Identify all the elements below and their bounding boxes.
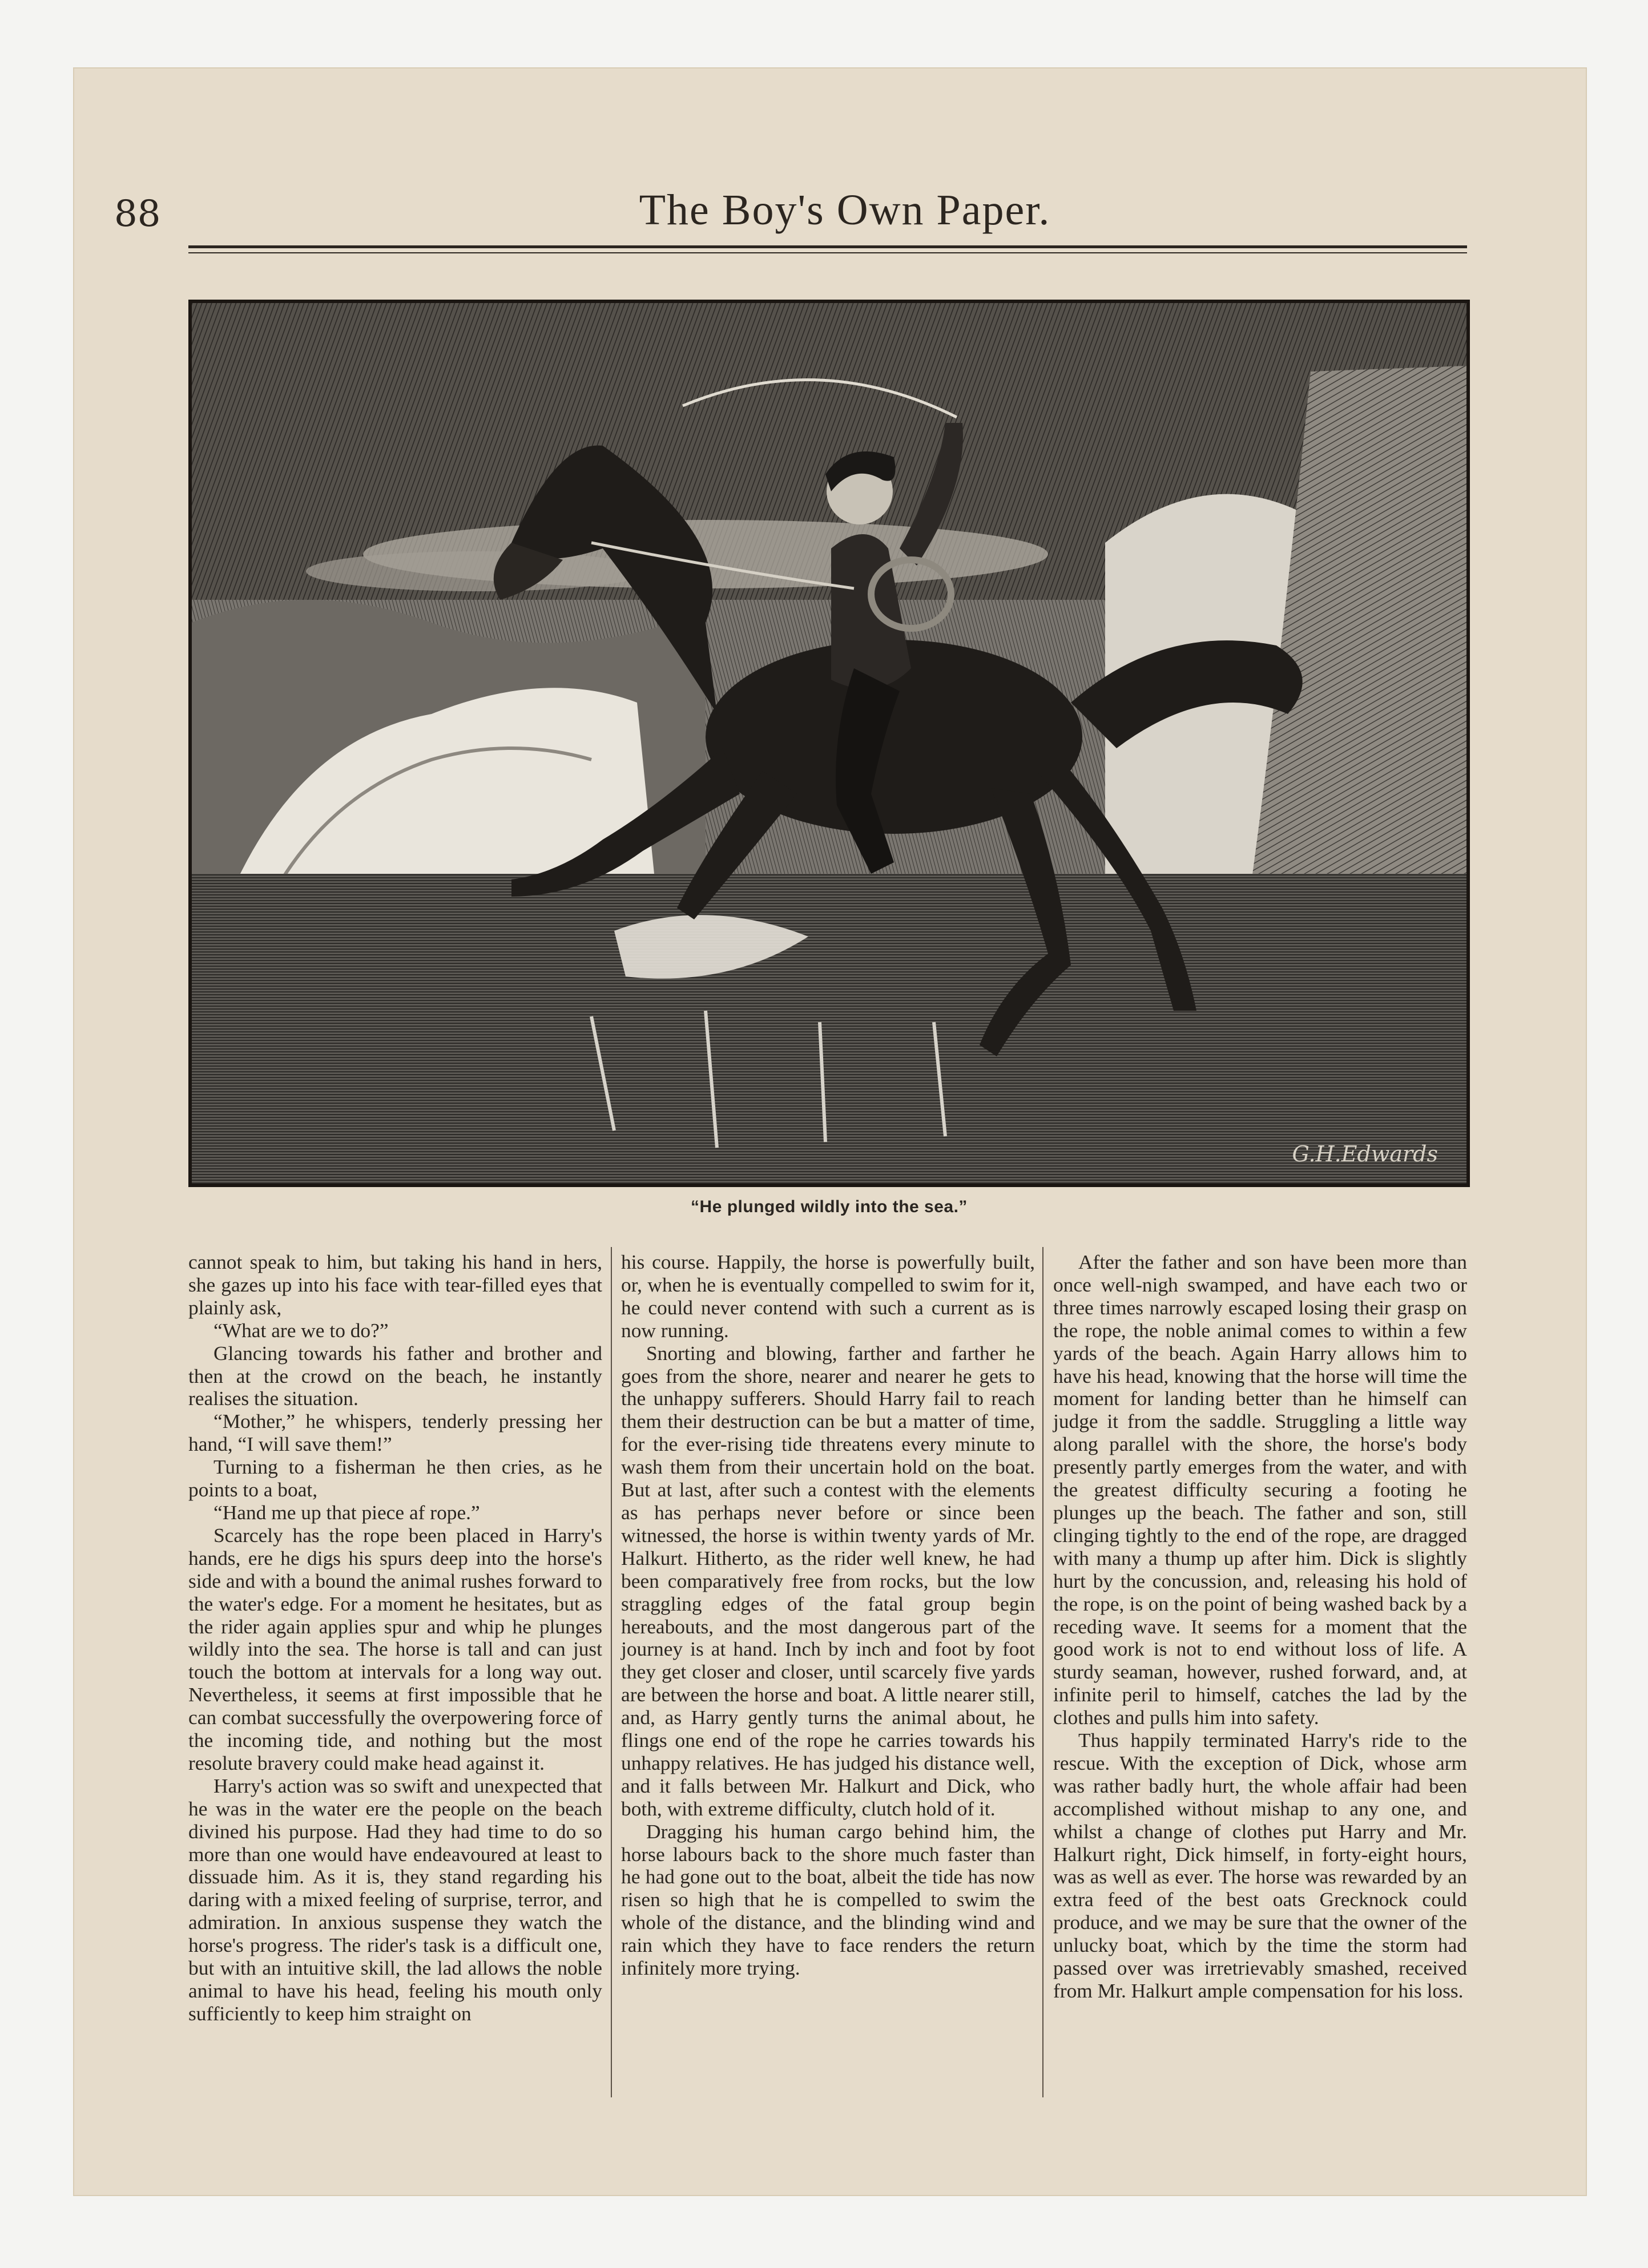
- paragraph: Glancing towards his father and brother and then at the crowd on the beach, he instantly realises the situation.: [188, 1341, 602, 1410]
- page-number: 88: [114, 193, 161, 235]
- paragraph: Thus happily terminated Harry's ride to the rescue. With the exception of Dick, whose arm was rather badly hurt, the whole affair had been accomplished without mishap to any one, and whilst a change of clothes put Harry and Mr. Halkurt right, Dick himself, in forty-eight hours, was as well as ever. The horse was rewarded by an extra feed of the best oats Grecknock could produce, and we may be sure that the owner of the unlucky boat, which by the time the storm had passed over was irretrievably smashed, received from Mr. Halkurt ample compensation for his loss.: [1053, 1729, 1467, 2002]
- paragraph: “What are we to do?”: [213, 1318, 389, 1342]
- paragraph: “Hand me up that piece af rope.”: [213, 1500, 480, 1524]
- header-rule: [188, 245, 1467, 248]
- paragraph: his course. Happily, the horse is powerfully built, or, when he is eventually compelled to swim for it, he could never contend with such a current as is now running.: [621, 1250, 1035, 1342]
- column-divider: [611, 1247, 612, 2097]
- paragraph: Harry's action was so swift and unexpected that he was in the water ere the people on the beach divined his purpose. Had they had time to do so more than one would have endeavoured at least to dissuade him. As it is, they stand regarding his daring with a mixed feeling of surprise, terror, and admiration. In anxious suspense they watch the horse's progress. The rider's task is a difficult one, but with an intuitive skill, the lad allows the noble animal to have his head, feeling his mouth only sufficiently to keep him straight on: [188, 1774, 602, 2025]
- paragraph: Scarcely has the rope been placed in Harry's hands, ere he digs his spurs deep into the horse's side and with a bound the animal rushes forward to the water's edge. For a moment he hesitates, but as the rider again applies spur and whip he plunges wildly into the sea. The horse is tall and can just touch the bottom at intervals for a long way out. Nevertheless, it seems at first impossible that he can combat successfully the overpowering force of the incoming tide, and nothing but the most resolute bravery could make head against it.: [188, 1523, 602, 1774]
- text-column-3: [1053, 1251, 1467, 2003]
- magazine-title: The Boy's Own Paper.: [639, 186, 1051, 234]
- paragraph: Snorting and blowing, farther and farther he goes from the shore, nearer and nearer he gets to the unhappy sufferers. Should Harry fail to reach them their destruction can be but a matter of time, for the ever-rising tide threatens every minute to wash them from their uncertain hold on the boat. But at last, after such a contest with the elements as has perhaps never before or since been witnessed, the horse is within twenty yards of Mr. Halkurt. Hitherto, as the rider well knew, he had been comparatively free from rocks, but the low straggling edges of the fatal group begin hereabouts, and the most dangerous part of the journey is at hand. Inch by inch and foot by foot they get closer and closer, until scarcely five yards are between the horse and boat. A little nearer still, and, as Harry gently turns the animal about, he flings one end of the rope he carries towards his unhappy relatives. He has judged his distance well, and it falls between Mr. Halkurt and Dick, who both, with extreme difficulty, clutch hold of it.: [621, 1341, 1035, 1820]
- text-column-1: [188, 1251, 602, 2025]
- paragraph: Turning to a fisherman he then cries, as he points to a boat,: [188, 1455, 602, 1502]
- paragraph: “Mother,” he whispers, tenderly pressing her hand, “I will save them!”: [188, 1410, 602, 1456]
- paragraph: Dragging his human cargo behind him, the horse labours back to the shore much faster than he had gone out to the boat, albeit the tide has now risen so high that he is compelled to swim the whole of the distance, and the blinding wind and rain which they have to face renders the return infinitely more trying.: [621, 1819, 1035, 1980]
- horse-rider-engraving: [192, 303, 1466, 1184]
- text-column-2: [621, 1251, 1035, 1980]
- paragraph: After the father and son have been more than once well-nigh swamped, and have each two or three times narrowly escaped losing their grasp on the rope, the noble animal comes to within a few yards of the beach. Again Harry allows him to have his head, knowing that the horse will time the moment for landing better than he himself can judge it from the saddle. Struggling a little way along parallel with the shore, the horse's body presently partly emerges from the water, and with the greatest difficulty securing a footing he plunges up the beach. The father and son, still clinging tightly to the end of the rope, are dragged with many a thump up after him. Dick is slightly hurt by the concussion, and, releasing his hold of the rope, is on the point of being washed back by a receding wave. It seems for a moment that the good work is not to end without loss of life. A sturdy seaman, however, rushed forward, and, at infinite peril to himself, catches the lad by the clothes and pulls him into safety.: [1053, 1250, 1467, 1729]
- column-divider: [1042, 1247, 1043, 2097]
- header-rule-thin: [188, 252, 1467, 253]
- engraving-illustration: [188, 300, 1470, 1187]
- illustration-caption: “He plunged wildly into the sea.”: [691, 1197, 968, 1216]
- paragraph: cannot speak to him, but taking his hand in hers, she gazes up into his face with tear-filled eyes that plainly ask,: [188, 1250, 602, 1319]
- artist-signature: G.H.Edwards: [1292, 1141, 1438, 1167]
